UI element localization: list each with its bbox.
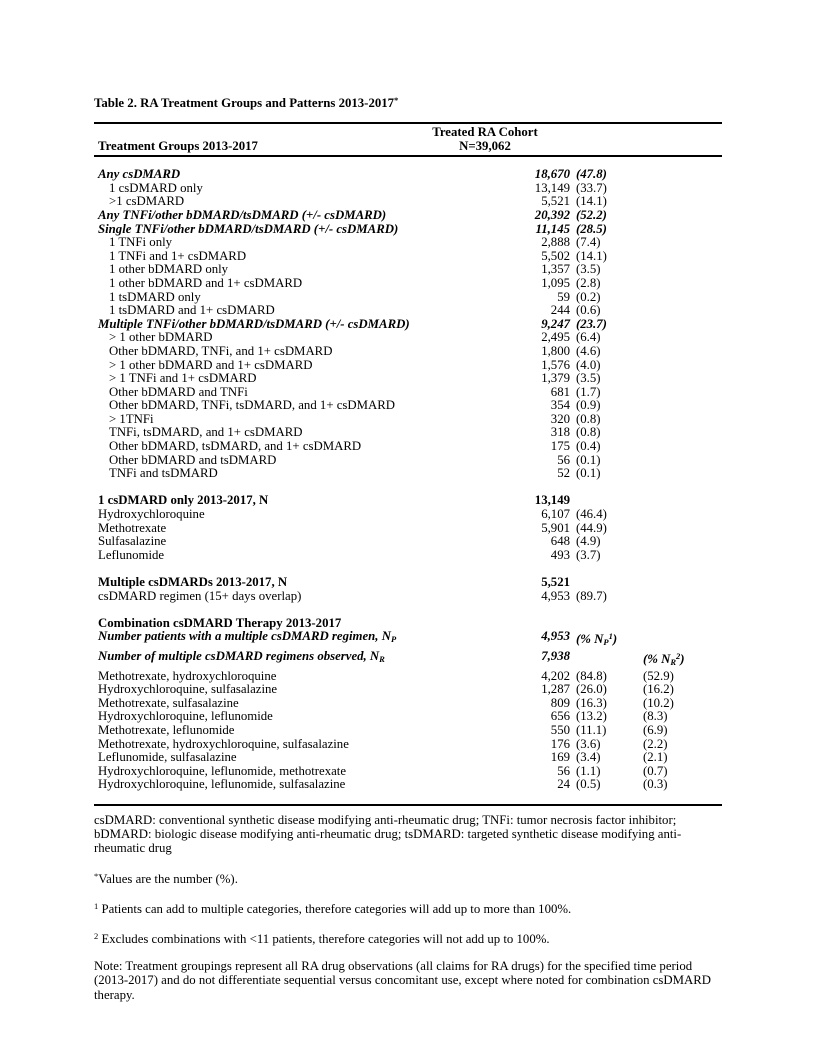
row-percent: (3.5) [576,371,601,386]
row-percent: (26.0) [576,682,607,697]
row-label: Methotrexate, leflunomide [98,722,235,737]
table-row [94,710,722,724]
row-percent: (52.2) [576,207,607,222]
row-extra-percent [643,454,722,468]
table-row [94,209,722,223]
row-extra-percent: (6.9) [643,722,668,737]
row-count: 175 [550,439,570,454]
row-extra-percent [643,522,722,536]
table-row [94,683,722,697]
table-row [94,590,722,604]
table-row [94,372,722,386]
row-extra-percent [643,250,722,264]
table-body [94,157,722,806]
row-percent: (0.2) [576,289,601,304]
row-count: 1,287 [541,682,570,697]
column-header-cohort [355,126,615,153]
row-count: 20,392 [534,207,570,222]
row-count: 9,247 [541,316,570,331]
row-count: 1,095 [541,275,570,290]
row-label: Hydroxychloroquine, leflunomide [98,709,273,724]
row-label: Methotrexate, sulfasalazine [98,695,239,710]
row-label: Multiple csDMARDs 2013-2017, N [98,575,288,589]
table-row [94,765,722,779]
table-row [94,454,722,468]
row-count: 13,149 [534,493,570,508]
row-percent [570,494,643,508]
row-percent: (4.0) [576,357,601,372]
row-label: TNFi, tsDMARD, and 1+ csDMARD [109,425,303,440]
row-percent: (46.4) [576,507,607,522]
row-extra-percent [643,359,722,373]
row-count: 1,357 [541,262,570,277]
row-percent: (3.6) [576,736,601,751]
row-count: 11,145 [535,221,570,236]
row-extra-percent [643,263,722,277]
row-extra-percent [643,223,722,237]
row-extra-percent [643,168,722,182]
row-percent [570,576,643,590]
row-extra-percent [643,331,722,345]
row-label: 1 other bDMARD and 1+ csDMARD [109,275,303,290]
row-extra-percent [643,467,722,481]
table-row [94,494,722,508]
row-count: 5,901 [541,520,570,535]
row-count: 4,202 [541,668,570,683]
row-count: 648 [550,534,570,549]
row-label: Other bDMARD, TNFi, tsDMARD, and 1+ csDMARD [109,398,396,413]
footnote-2-marker: 2 [94,930,99,941]
table-row [94,236,722,250]
row-label: > 1 other bDMARD [109,330,213,345]
table-row [94,617,722,631]
spacer-row [94,603,722,617]
row-percent: (13.2) [576,709,607,724]
row-label: > 1TNFi [109,411,154,426]
table-row [94,182,722,196]
row-extra-percent: (2.1) [643,750,668,765]
table-row [94,670,722,684]
table-row [94,426,722,440]
table-row [94,386,722,400]
table-row [94,291,722,305]
row-extra-percent [643,576,722,590]
row-extra-percent [643,549,722,563]
row-count: 56 [557,452,570,467]
row-count: 169 [550,750,570,765]
row-percent: (4.6) [576,343,601,358]
row-label: Methotrexate, hydroxychloroquine, sulfasalazine [98,736,349,751]
row-percent: (0.4) [576,439,601,454]
row-label: TNFi and tsDMARD [109,466,218,481]
row-percent: (14.1) [576,248,607,263]
row-count [480,617,570,631]
page-title [94,93,722,110]
row-label: Hydroxychloroquine, leflunomide, methotrexate [98,763,347,778]
row-label: > 1 TNFi and 1+ csDMARD [109,371,257,386]
row-count: 5,502 [541,248,570,263]
table-row [94,549,722,563]
footnote-2 [94,929,722,946]
row-percent: (% $N_P^1$) [576,631,618,648]
row-count: 7,938 [541,648,570,663]
page-title-footnote-marker: * [394,95,399,105]
row-extra-percent [643,209,722,223]
row-percent [570,650,643,670]
row-label: 1 other bDMARD only [109,262,229,277]
table-row [94,399,722,413]
table-row [94,345,722,359]
row-label: Other bDMARD, tsDMARD, and 1+ csDMARD [109,439,362,454]
row-count: 681 [550,384,570,399]
row-extra-percent [643,413,722,427]
row-label: Methotrexate, hydroxychloroquine [98,668,277,683]
row-label: 1 csDMARD only 2013-2017, N [98,493,269,508]
row-percent: (44.9) [576,520,607,535]
row-label: Multiple TNFi/other bDMARD/tsDMARD (+/- csDMARD) [98,316,410,331]
table-row [94,195,722,209]
row-percent: (11.1) [576,722,607,737]
row-percent: (6.4) [576,330,601,345]
column-header-treatment-groups: Treatment Groups 2013-2017 [98,138,258,153]
row-count: 1,379 [541,371,570,386]
row-count: 1,576 [541,357,570,372]
row-label: 1 csDMARD only [109,180,203,195]
row-label: Hydroxychloroquine, sulfasalazine [98,682,278,697]
table-row [94,697,722,711]
row-count: 244 [550,303,570,318]
treatment-table [94,122,722,806]
table-row [94,318,722,332]
row-label: >1 csDMARD [109,194,185,209]
row-extra-percent [643,630,722,650]
row-count: 656 [550,709,570,724]
row-percent: (1.1) [576,763,601,778]
row-count: 320 [550,411,570,426]
row-label: Any TNFi/other bDMARD/tsDMARD (+/- csDMARD) [98,207,387,222]
row-count: 550 [550,722,570,737]
row-extra-percent [643,399,722,413]
row-label: Sulfasalazine [98,534,167,549]
row-count: 13,149 [534,180,570,195]
table-row [94,413,722,427]
spacer-row [94,481,722,495]
table-row [94,778,722,792]
row-count: 176 [550,736,570,751]
row-extra-percent [643,440,722,454]
row-label: 1 tsDMARD and 1+ csDMARD [109,303,275,318]
table-row [94,263,722,277]
row-extra-percent [643,236,722,250]
table-row [94,522,722,536]
row-percent: (2.8) [576,275,601,290]
row-percent [570,617,643,631]
row-percent: (0.8) [576,411,601,426]
row-count: 2,888 [541,235,570,250]
row-count: 493 [550,547,570,562]
table-row [94,508,722,522]
table-header-row [94,122,722,157]
footnote-2-text: Excludes combinations with <11 patients, therefore categories will not add up to 100%. [98,931,550,946]
row-extra-percent [643,508,722,522]
row-label: Number patients with a multiple csDMARD regimen, $N_P$ [98,629,397,645]
row-extra-percent: (10.2) [643,695,674,710]
spacer-row [94,562,722,576]
row-count: 52 [557,466,570,481]
footnote-abbreviations: csDMARD: conventional synthetic disease modifying anti-rheumatic drug; TNFi: tumor necrosis factor inhibitor; bDMARD: biologic disease modifying anti-rheumatic drug; tsDMARD: targeted synthetic disease modifying anti-rheumatic drug [94,812,682,856]
row-percent: (0.9) [576,398,601,413]
row-percent: (89.7) [576,588,607,603]
row-extra-percent [643,345,722,359]
table-row [94,223,722,237]
row-extra-percent [643,372,722,386]
table-row [94,467,722,481]
footnotes-section [94,806,722,1002]
row-extra-percent [643,318,722,332]
row-label: Leflunomide, sulfasalazine [98,750,237,765]
row-extra-percent: (52.9) [643,668,674,683]
row-count: 18,670 [534,167,570,182]
footnote-1-marker: 1 [94,900,99,911]
row-extra-percent [643,494,722,508]
cohort-header-line1: Treated RA Cohort [432,125,538,139]
footnote-values-text: Values are the number (%). [98,871,238,886]
page-title-text: Table 2. RA Treatment Groups and Patterns 2013-2017 [94,96,395,110]
table-row [94,277,722,291]
row-extra-percent: (16.2) [643,682,674,697]
row-count: 1,800 [541,343,570,358]
table-row [94,331,722,345]
footnote-values [94,869,722,886]
row-label: 1 TNFi and 1+ csDMARD [109,248,247,263]
row-label: Methotrexate [98,520,167,535]
row-percent: (84.8) [576,668,607,683]
row-count: 318 [550,425,570,440]
row-count: 5,521 [541,575,570,589]
row-percent: (0.8) [576,425,601,440]
row-percent: (16.3) [576,695,607,710]
row-percent: (3.5) [576,262,601,277]
footnote-values-marker: * [94,870,99,881]
row-extra-percent: (0.3) [643,777,668,792]
row-percent: (14.1) [576,194,607,209]
row-percent: (0.6) [576,303,601,318]
row-label: Other bDMARD and tsDMARD [109,452,277,467]
row-label: 1 TNFi only [109,235,173,250]
row-label: Other bDMARD and TNFi [109,384,248,399]
table-row [94,751,722,765]
table-row [94,359,722,373]
row-extra-percent [643,386,722,400]
row-percent: (7.4) [576,235,601,250]
row-extra-percent [643,182,722,196]
row-count: 5,521 [541,194,570,209]
row-label: 1 tsDMARD only [109,289,201,304]
row-extra-percent [643,617,722,631]
row-label: Number of multiple csDMARD regimens observed, $N_R$ [98,648,385,664]
table-row [94,724,722,738]
row-label: Combination csDMARD Therapy 2013-2017 [98,615,342,630]
row-percent: (0.5) [576,777,601,792]
row-extra-percent [643,304,722,318]
table-row [94,304,722,318]
row-percent: (23.7) [576,316,607,331]
row-label: Hydroxychloroquine, leflunomide, sulfasalazine [98,777,346,792]
row-percent: (4.9) [576,534,601,549]
table-row [94,650,722,670]
row-percent: (0.1) [576,452,601,467]
row-label: csDMARD regimen (15+ days overlap) [98,588,302,603]
row-extra-percent: (% $N_R^2$) [643,650,685,667]
row-percent: (0.1) [576,466,601,481]
footnote-note: Note: Treatment groupings represent all RA drug observations (all claims for RA drugs) for the specified time period (2013-2017) and do not differentiate sequential versus concomitant use, except where noted for combination csDMARD therapy. [94,959,712,1002]
table-row [94,440,722,454]
row-count: 4,953 [541,629,570,644]
table-row [94,250,722,264]
row-label: Hydroxychloroquine [98,507,205,522]
cohort-header-line2: N=39,062 [459,138,511,153]
row-extra-percent [643,195,722,209]
row-extra-percent: (2.2) [643,736,668,751]
row-extra-percent [643,277,722,291]
row-label: Any csDMARD [98,167,181,182]
row-count: 24 [557,777,570,792]
row-label: Leflunomide [98,547,165,562]
row-label: Other bDMARD, TNFi, and 1+ csDMARD [109,343,333,358]
row-percent: (3.7) [576,547,601,562]
table-row [94,535,722,549]
row-count: 4,953 [541,588,570,603]
row-count: 2,495 [541,330,570,345]
table-row [94,576,722,590]
row-extra-percent: (0.7) [643,763,668,778]
table-row [94,630,722,650]
table-row [94,738,722,752]
footnote-1 [94,899,722,916]
row-count: 59 [557,289,570,304]
row-extra-percent [643,426,722,440]
row-count: 809 [550,695,570,710]
row-percent: (33.7) [576,180,607,195]
row-extra-percent [643,590,722,604]
row-label: > 1 other bDMARD and 1+ csDMARD [109,357,313,372]
row-percent: (3.4) [576,750,601,765]
row-percent: (47.8) [576,167,607,182]
row-percent: (28.5) [576,221,607,236]
row-extra-percent [643,535,722,549]
row-count: 354 [550,398,570,413]
row-percent: (1.7) [576,384,601,399]
row-extra-percent: (8.3) [643,709,668,724]
footnote-1-text: Patients can add to multiple categories, therefore categories will add up to more than 100%. [98,901,572,916]
table-row [94,168,722,182]
row-label: Single TNFi/other bDMARD/tsDMARD (+/- csDMARD) [98,221,399,236]
row-extra-percent [643,291,722,305]
row-count: 56 [557,763,570,778]
row-count: 6,107 [541,507,570,522]
